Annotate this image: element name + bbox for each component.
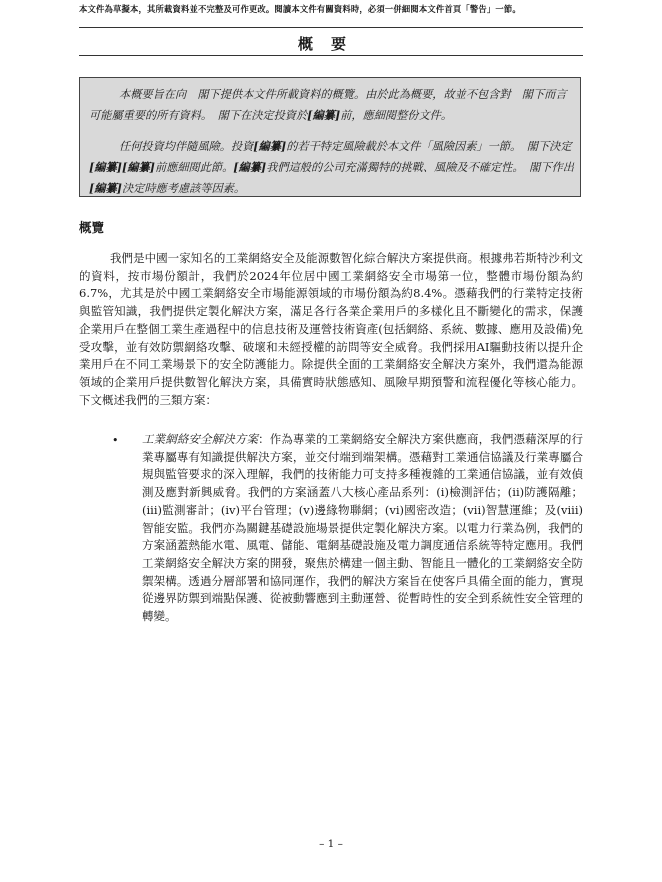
bullet-item-industrial-security (142, 431, 583, 626)
redacted-mark: [編纂] (253, 139, 287, 153)
summary-box-paragraph-2 (89, 136, 575, 199)
section-heading-overview: 概覽 (79, 220, 105, 235)
redacted-mark: [編纂] (307, 108, 341, 122)
redacted-mark: [編纂] (121, 160, 155, 174)
summary-para2-e: 決定時應考慮該等因素。 (121, 182, 246, 195)
summary-para2-c: 前應細閱此節。 (154, 161, 234, 174)
bullet-text: ：作為專業的工業網絡安全解決方案供應商，我們憑藉深厚的行業專屬專有知識提供解決方案，並交付端到端架構。憑藉對工業通信協議及行業專屬合規與監管要求的深入理解，我們的技術能力可支持多種複雜的工業通信協議，並有效偵測及應對新興威脅。我們的方案涵蓋八大核心產品系列：(i)檢測評估；(ii)防護隔離；(iii)監測審計；(iv)平台管理；(v)邊緣物聯網；(vi)國密改造；(vii)智慧運維；及(viii)智能安監。我們亦為關鍵基礎設施場景提供定製化解決方案。以電力行業為例，我們的方案涵蓋熱能水電、風電、儲能、電網基礎設施及電力調度通信系統等特定應用。我們工業網絡安全解決方案的開發，聚焦於構建一個主動、智能且一體化的工業網絡安全防禦架構。透過分層部署和協同運作，我們的解決方案旨在使客戶具備全面的能力，實現從邊界防禦到端點保護、從被動響應到主動運營、從暫時性的安全到系統性安全管理的轉變。 (142, 432, 584, 624)
redacted-mark: [編纂] (233, 160, 267, 174)
redacted-mark: [編纂] (89, 181, 122, 195)
page-title: 概要 (297, 35, 364, 53)
summary-para1-text: 本概要旨在向 閣下提供本文件所載資料的概覽。由於此為概要，故並不包含對 閣下而言可能屬重要的所有資料。 閣下在決定投資於 (89, 88, 567, 122)
summary-para2-b: 的若干特定風險載於本文件「風險因素」一節。 閣下決定 (286, 140, 572, 153)
title-underline (79, 55, 583, 56)
notice-divider (79, 27, 583, 28)
redacted-mark: [編纂] (89, 160, 122, 174)
page-number: – 1 – (319, 838, 343, 850)
summary-para2-a: 任何投資均伴隨風險。投資 (119, 140, 254, 153)
summary-notice-box (79, 77, 581, 197)
summary-para2-d: 我們這般的公司充滿獨特的挑戰、風險及不確定性。 閣下作出 (266, 161, 574, 174)
summary-para1-end: 前，應細閱整份文件。 (340, 109, 453, 122)
summary-box-paragraph-1 (89, 85, 575, 126)
bullet-point-icon: • (112, 434, 119, 447)
bullet-term: 工業網絡安全解決方案 (142, 432, 259, 446)
overview-paragraph: 我們是中國一家知名的工業網絡安全及能源數智化綜合解決方案提供商。根據弗若斯特沙利文的資料，按市場份額計，我們於2024年位居中國工業網絡安全市場第一位，整體市場份額為約6.7%，尤其是於中國工業網絡安全市場能源領域的市場份額為約8.4%。憑藉我們的行業特定技術與監管知識，我們提供定製化解決方案，滿足各行各業企業用戶的多樣化且不斷變化的需求，保護企業用戶在整個工業生產過程中的信息技術及運營技術資產(包括網絡、系統、數據、應用及設備)免受攻擊，並有效防禦網絡攻擊、破壞和未經授權的訪問等安全威脅。我們採用AI驅動技術以提升企業用戶在不同工業場景下的安全防護能力。除提供全面的工業網絡安全解決方案外，我們還為能源領域的企業用戶提供數智化解決方案，具備實時狀態感知、風險早期預警和流程優化等核心能力。下文概述我們的三類方案： (79, 251, 583, 407)
draft-notice: 本文件為草擬本，其所載資料並不完整及可作更改。閱讀本文件有關資料時，必須一併細閱本文件首頁「警告」一節。 (79, 4, 521, 14)
